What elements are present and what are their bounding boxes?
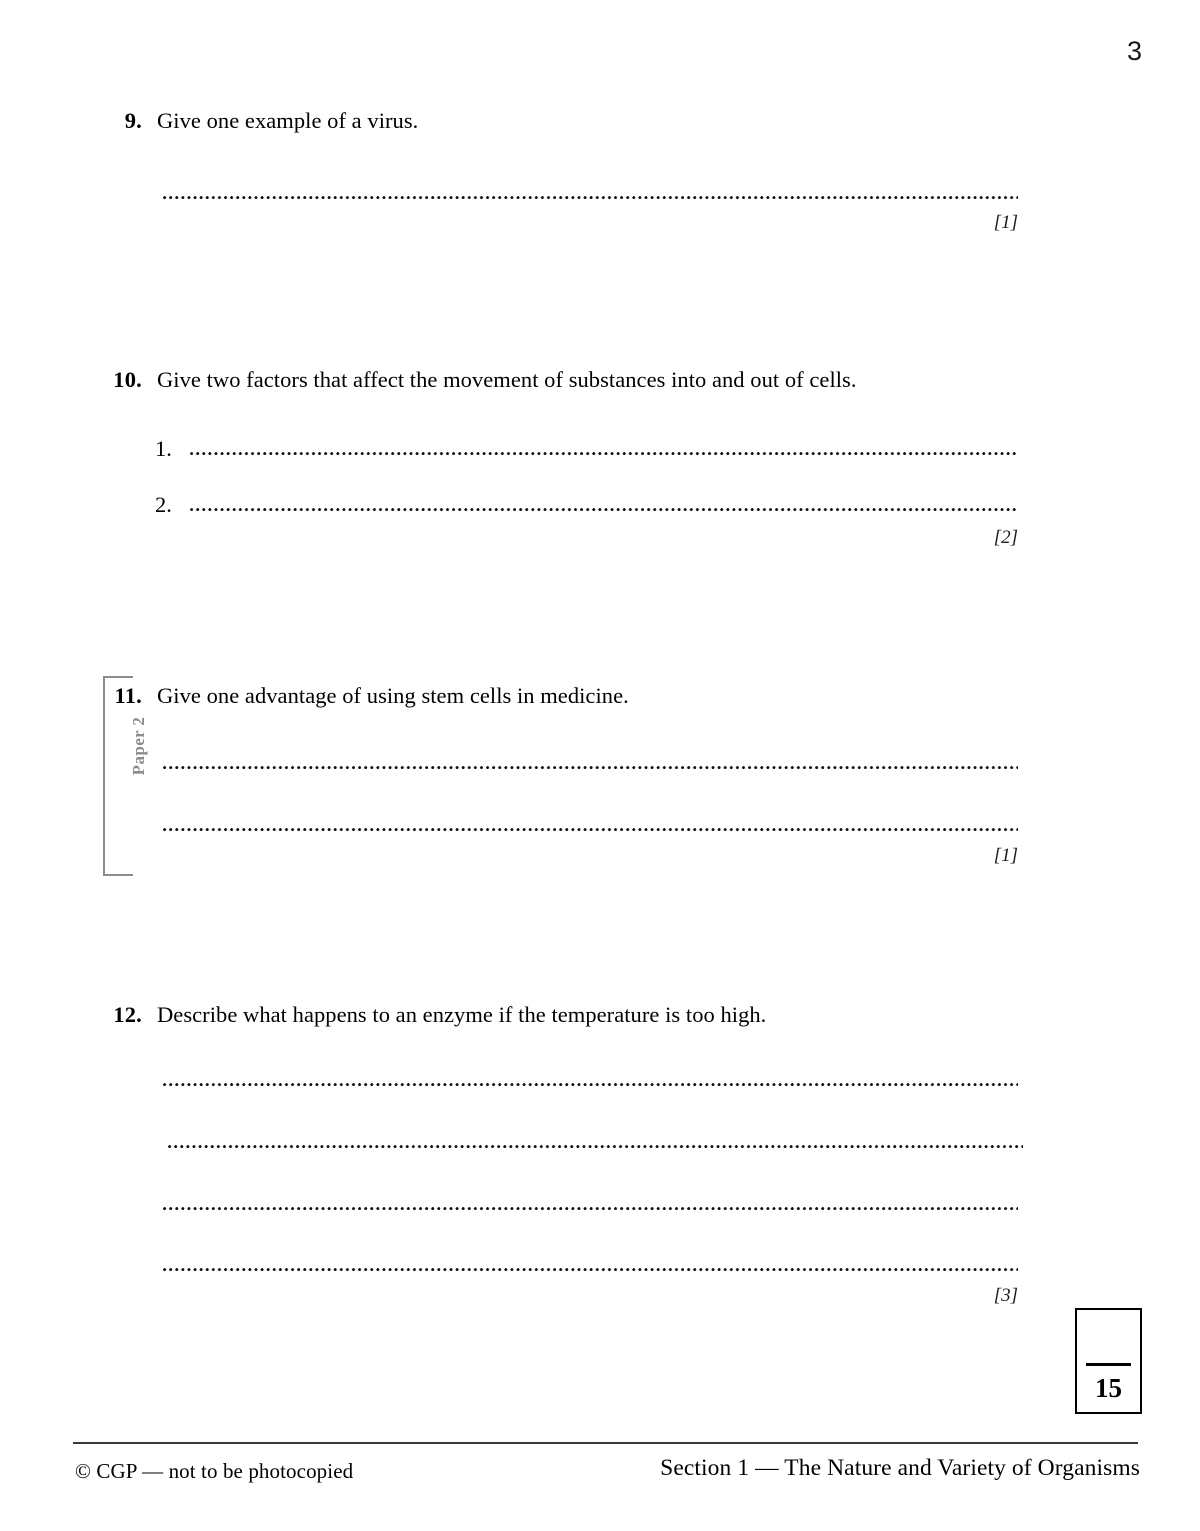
- question-12-marks: [3]: [993, 1285, 1018, 1306]
- question-9-answer-line-1[interactable]: [163, 196, 1018, 200]
- question-11-answer-line-1[interactable]: [163, 766, 1018, 770]
- question-12-answer-line-4[interactable]: [163, 1268, 1018, 1272]
- question-12-number: 12.: [113, 1002, 142, 1027]
- page-number: 3: [1126, 36, 1142, 66]
- bracket-bottom-corner: [103, 822, 133, 876]
- question-9-marks: [1]: [993, 212, 1018, 233]
- question-10-text: Give two factors that affect the movement of substances into and out of cells.: [157, 367, 857, 392]
- question-11-number: 11.: [114, 683, 142, 708]
- question-10: [0, 365, 1200, 399]
- question-9: [0, 106, 1200, 140]
- question-11-text: Give one advantage of using stem cells in medicine.: [157, 683, 629, 708]
- question-12-answer-line-2[interactable]: [168, 1145, 1023, 1149]
- marks-box-rule: [1086, 1363, 1131, 1366]
- question-9-text: Give one example of a virus.: [157, 108, 419, 133]
- question-10-heading: [0, 365, 1200, 399]
- question-12-answer-line-1[interactable]: [163, 1083, 1018, 1087]
- total-marks-value: 15: [1095, 1373, 1122, 1403]
- question-9-heading: [0, 106, 1200, 140]
- footer-copyright: © CGP — not to be photocopied: [75, 1459, 354, 1483]
- question-10-answer-line-1[interactable]: [190, 452, 1018, 456]
- question-11-answer-line-2[interactable]: [163, 828, 1018, 832]
- total-marks-box[interactable]: [1075, 1308, 1142, 1414]
- footer-divider: [73, 1442, 1138, 1444]
- question-11-heading: [0, 681, 1200, 715]
- question-12: [0, 1000, 1200, 1034]
- bracket-middle-line: [103, 728, 105, 824]
- question-10-subitem-2-label: 2.: [155, 492, 172, 517]
- question-10-marks: [2]: [993, 527, 1018, 548]
- paper-2-label: Paper 2: [129, 716, 148, 776]
- question-12-answer-line-3[interactable]: [163, 1207, 1018, 1211]
- question-11-marks: [1]: [993, 845, 1018, 866]
- question-10-number: 10.: [113, 367, 142, 392]
- question-11: [0, 681, 1200, 715]
- question-12-heading: [0, 1000, 1200, 1034]
- question-9-number: 9.: [124, 108, 142, 133]
- question-10-answer-line-2[interactable]: [190, 508, 1018, 512]
- question-12-text: Describe what happens to an enzyme if the temperature is too high.: [157, 1002, 767, 1027]
- question-10-subitem-1-label: 1.: [155, 436, 172, 461]
- question-10-subitem-2: [0, 490, 1200, 520]
- footer-section-title: Section 1 — The Nature and Variety of Organisms: [660, 1455, 1140, 1481]
- question-10-subitem-1: [0, 434, 1200, 464]
